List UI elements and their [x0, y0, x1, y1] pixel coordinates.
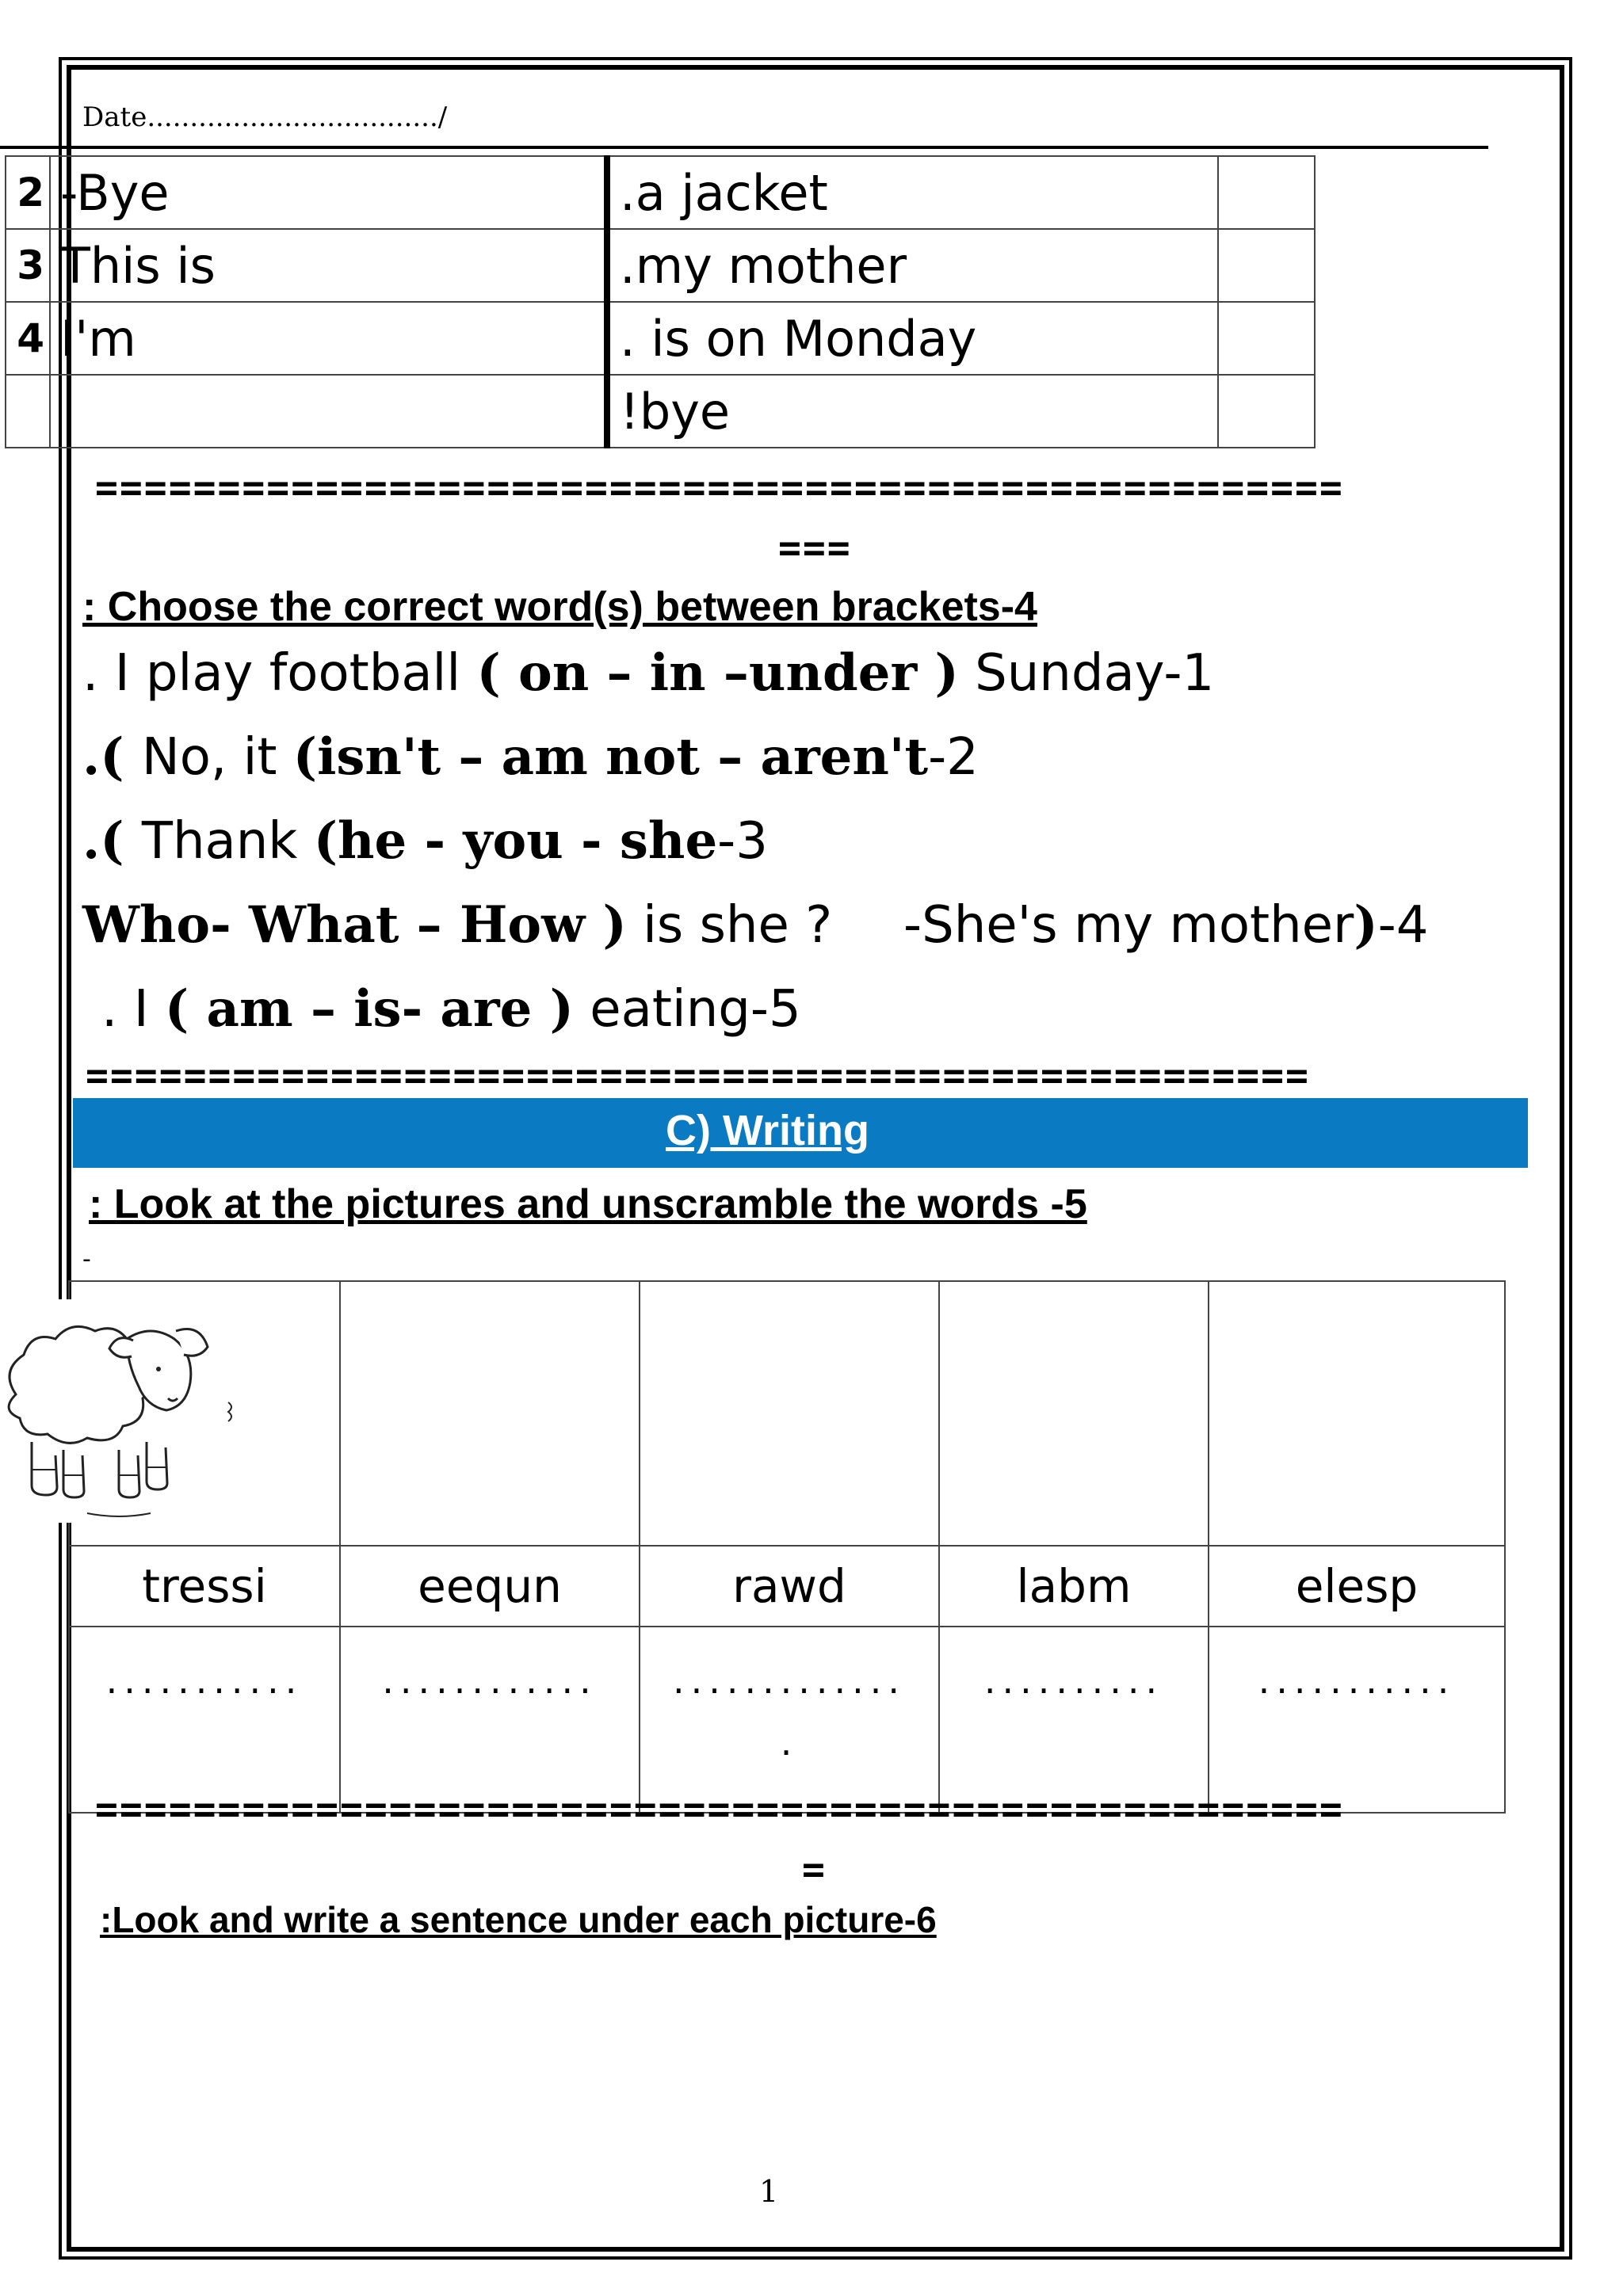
question-options: (isn't – am not – aren't	[292, 727, 929, 787]
left-phrase: This is	[50, 229, 607, 302]
answer-blank: ...........	[69, 1627, 340, 1813]
unscramble-table	[68, 1280, 1506, 1814]
question-options: ( on – in –under )	[476, 643, 959, 703]
separator-line: ===================================================	[95, 1787, 1344, 1832]
scrambled-word: rawd	[640, 1546, 939, 1627]
stray-dash: -	[82, 1245, 91, 1273]
question-bracket: .(	[82, 727, 142, 787]
left-phrase: -Bye	[50, 156, 607, 229]
question-text: Sunday-1	[958, 644, 1215, 703]
picture-row	[69, 1281, 1505, 1546]
question-text: No, it	[141, 728, 293, 787]
question-5	[101, 979, 801, 1039]
table-row	[6, 375, 1315, 448]
right-phrase: . is on Monday	[607, 302, 1218, 375]
table-row	[6, 302, 1315, 375]
question-text: . I	[101, 980, 165, 1039]
scrambled-word-row	[69, 1546, 1505, 1627]
answer-cell	[1218, 229, 1315, 302]
separator-line-tail: =	[802, 1848, 827, 1892]
section-4-heading: : Choose the correct word(s) between brackets-4	[82, 584, 1037, 630]
picture-cell	[340, 1281, 640, 1546]
sheep-drawing-icon	[0, 1299, 238, 1523]
answer-blank: ............	[340, 1627, 640, 1813]
matching-table	[5, 155, 1316, 448]
question-text: Thank	[141, 812, 314, 871]
answer-row	[69, 1627, 1505, 1813]
picture-cell	[640, 1281, 939, 1546]
right-phrase: .my mother	[607, 229, 1218, 302]
extra-dot: .	[780, 1721, 799, 1764]
question-number: -3	[717, 812, 768, 871]
question-2	[82, 727, 979, 787]
answer-dots: .............	[672, 1659, 907, 1702]
section-6-heading: :Look and write a sentence under each picture-6	[100, 1899, 937, 1940]
header-rule	[0, 146, 1488, 149]
answer-blank: ...........	[1209, 1627, 1505, 1813]
date-label: Date................................../	[82, 101, 448, 133]
question-bracket: )	[1354, 895, 1378, 955]
left-phrase	[50, 375, 607, 448]
scrambled-word: tressi	[69, 1546, 340, 1627]
answer-cell	[1218, 375, 1315, 448]
question-text: eating-5	[573, 980, 801, 1039]
row-number: 4	[6, 302, 50, 375]
picture-cell	[939, 1281, 1209, 1546]
answer-blank: ..........	[939, 1627, 1209, 1813]
question-options: ( am – is- are )	[164, 979, 574, 1039]
row-number: 2	[6, 156, 50, 229]
question-text: is she ?	[626, 896, 833, 955]
section-5-heading: : Look at the pictures and unscramble the words -5	[89, 1181, 1087, 1227]
question-text: . I play football	[82, 644, 477, 703]
question-number: -2	[928, 728, 979, 787]
separator-line: ===================================================	[95, 466, 1344, 510]
left-phrase: I'm	[50, 302, 607, 375]
right-phrase: .a jacket	[607, 156, 1218, 229]
question-options: Who- What – How )	[82, 895, 627, 955]
scrambled-word: eequn	[340, 1546, 640, 1627]
question-1	[82, 643, 1214, 703]
question-number: -4	[1377, 896, 1429, 955]
question-3	[82, 811, 768, 871]
scrambled-word: elesp	[1209, 1546, 1505, 1627]
question-4	[82, 895, 832, 955]
question-options: (he - you - she	[313, 811, 718, 871]
separator-line: ==================================================	[86, 1054, 1310, 1098]
right-phrase: !bye	[607, 375, 1218, 448]
table-row	[6, 229, 1315, 302]
question-bracket: .(	[82, 811, 142, 871]
answer-blank	[640, 1627, 939, 1813]
separator-line-tail: ===	[778, 526, 852, 570]
page-number: 1	[759, 2174, 779, 2209]
answer-cell	[1218, 302, 1315, 375]
scrambled-word: labm	[939, 1546, 1209, 1627]
writing-section-title: C) Writing	[666, 1107, 869, 1154]
question-text: -She's my mother	[903, 896, 1354, 955]
table-row	[6, 156, 1315, 229]
picture-cell	[1209, 1281, 1505, 1546]
row-number	[6, 375, 50, 448]
question-4-answer	[903, 895, 1428, 955]
answer-cell	[1218, 156, 1315, 229]
row-number: 3	[6, 229, 50, 302]
